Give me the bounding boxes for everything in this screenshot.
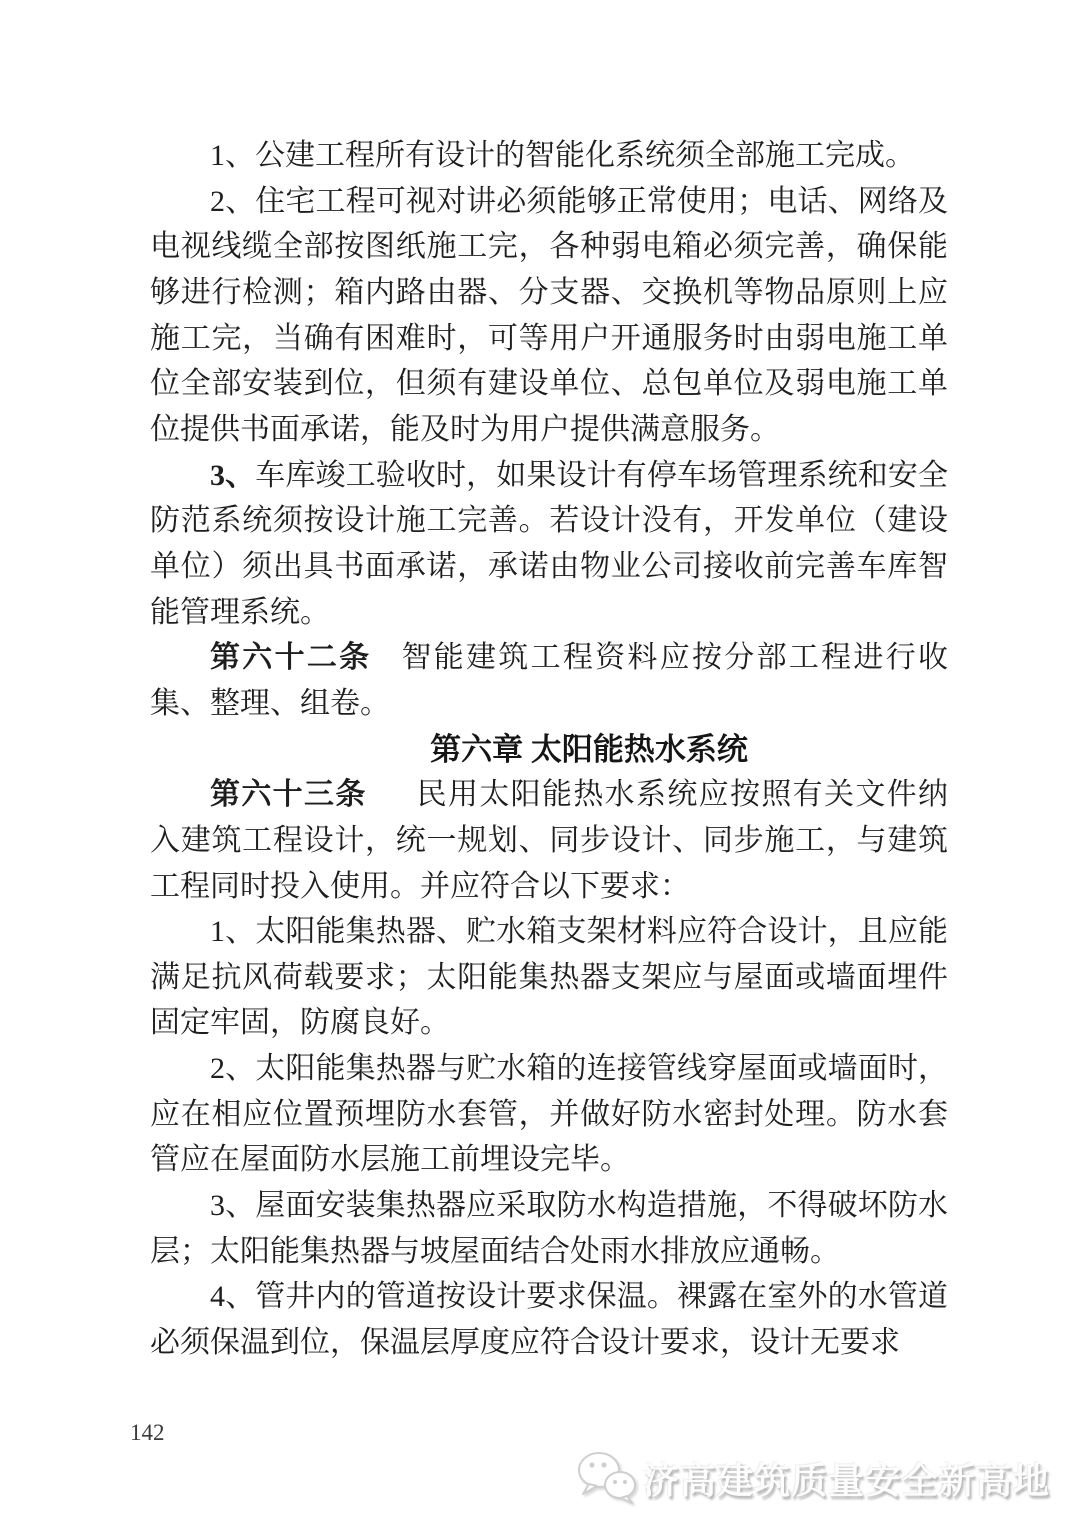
article-62-text: 智能建筑工程资料应按分部工程进行收集、整理、组卷。 bbox=[150, 641, 949, 720]
paragraph-item-solar-2: 2、太阳能集热器与贮水箱的连接管线穿屋面或墙面时，应在相应位置预埋防水套管，并做好防水密封处理。防水套管应在屋面防水层施工前埋设完毕。 bbox=[150, 1052, 948, 1177]
paragraph-article-62 bbox=[150, 635, 948, 726]
page-number: 142 bbox=[130, 1420, 165, 1445]
watermark bbox=[575, 1450, 1050, 1506]
paragraph-item-solar-4: 4、管井内的管道按设计要求保温。裸露在室外的水管道必须保温到位，保温层厚度应符合设计要求，设计无要求 bbox=[150, 1280, 948, 1360]
wechat-icon bbox=[575, 1450, 637, 1506]
paragraph-item-solar-3: 3、屋面安装集热器应采取防水构造措施，不得破坏防水层；太阳能集热器与坡屋面结合处雨水排放应通畅。 bbox=[150, 1189, 948, 1268]
paragraph-article-63 bbox=[150, 772, 948, 909]
article-63-text: 民用太阳能热水系统应按照有关文件纳入建筑工程设计，统一规划、同步设计、同步施工，与建筑工程同时投入使用。并应符合以下要求： bbox=[150, 778, 949, 903]
paragraph-item-3 bbox=[150, 453, 948, 636]
paragraph-item-3-number: 3、 bbox=[210, 458, 256, 492]
article-63-label: 第六十三条 bbox=[210, 778, 367, 812]
paragraph-item-2: 2、住宅工程可视对讲必须能够正常使用；电话、网络及电视线缆全部按图纸施工完，各种弱电箱必须完善，确保能够进行检测；箱内路由器、分支器、交换机等物品原则上应施工完，当确有困难时，可等用户开通服务时由弱电施工单位全部安装到位，但须有建设单位、总包单位及弱电施工单位提供书面承诺，能及时为用户提供满意服务。 bbox=[150, 184, 948, 446]
article-62-label: 第六十二条 bbox=[210, 641, 372, 675]
chapter-heading: 第六章 太阳能热水系统 bbox=[430, 731, 748, 767]
paragraph-item-3-text: 车库竣工验收时，如果设计有停车场管理系统和安全防范系统须按设计施工完善。若设计没有，开发单位（建设单位）须出具书面承诺，承诺由物业公司接收前完善车库智能管理系统。 bbox=[150, 458, 948, 629]
document-body bbox=[150, 133, 948, 1366]
watermark-text: 济高建筑质量安全新高地 bbox=[642, 1459, 1050, 1501]
paragraph-item-solar-1: 1、太阳能集热器、贮水箱支架材料应符合设计，且应能满足抗风荷载要求；太阳能集热器支架应与屋面或墙面埋件固定牢固，防腐良好。 bbox=[150, 915, 948, 1040]
paragraph-item-1: 1、公建工程所有设计的智能化系统须全部施工完成。 bbox=[210, 139, 915, 172]
